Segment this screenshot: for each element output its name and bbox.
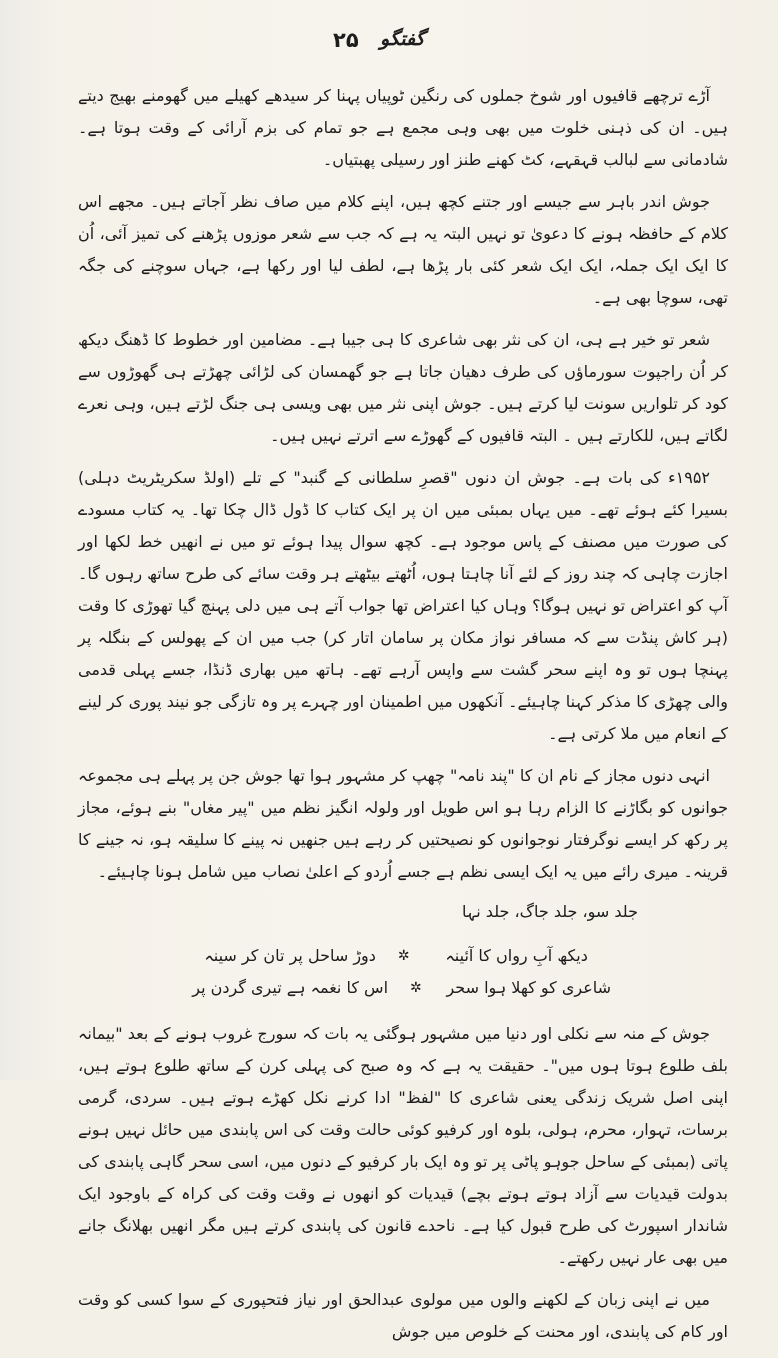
verse-block [78,940,728,1004]
star-separator-icon: ✲ [397,948,410,964]
verse-hemistich-left: اس کا نغمہ ہے تیری گردن پر [192,978,389,997]
verse-hemistich-left: دوڑ ساحل پر تان کر سینہ [204,946,376,965]
verse-line [78,940,728,972]
poem-opening-line: جلد سو، جلد جاگ، جلد نہا [462,902,638,921]
page-header [0,20,778,60]
paragraph: انہی دنوں مجاز کے نام ان کا "پند نامہ" چھپ کر مشہور ہوا تھا جوش جن پر پہلے ہی مجموعہ جوانوں کو بگاڑنے کا الزام رہا ہو اس طویل اور ولولہ انگیز نظم میں "پیر مغاں" بنے ہوئے، مجاز پر رکھ کر ایسے نوگرفتار نوجوانوں کو نصیحتیں کر رہے ہیں جنھیں نہ پینے کا سلیقہ ہو، نہ جینے کا قرینہ۔ میری رائے میں یہ ایک ایسی نظم ہے جسے اُردو کے اعلیٰ نصاب میں شامل ہونا چاہیئے۔ [78,766,728,881]
running-title: گفتگو [380,28,425,50]
verse-hemistich-right: شاعری کو کھلا ہوا سحر [446,978,612,997]
paragraph: شعر تو خیر ہے ہی، ان کی نثر بھی شاعری کا ہی جیبا ہے۔ مضامین اور خطوط کا ڈھنگ دیکھ کر اُن راجپوت سورماؤں کی طرف دھیان جاتا ہے جو گھمسان کی لڑائی چھڑتے ہی گھوڑوں سے کود کر تلواریں سونت لیا کرتے ہیں۔ جوش اپنی نثر میں بھی ویسی ہی جنگ لڑتے ہیں، وہی نعرے لگاتے ہیں، للکارتے ہیں ۔ البتہ قافیوں کے گھوڑے سے اترتے نہیں ہیں۔ [78,330,728,445]
paragraph: آڑے ترچھے قافیوں اور شوخ جملوں کی رنگین ٹوپیاں پہنا کر سیدھے کھیلے میں گھومنے بھیج دیتے ہیں۔ ان کی ذہنی خلوت میں بھی وہی مجمع ہے جو تمام کی بزم آرائی کے وقت ہوتا ہے۔ شادمانی سے لبالب قہقہے، کٹ کھنے طنز اور رسیلی پھبتیاں۔ [78,86,728,169]
page-body [78,80,728,1358]
paragraph: ۱۹۵۲ء کی بات ہے۔ جوش ان دنوں "قصرِ سلطانی کے گنبد" کے تلے (اولڈ سکریٹریٹ دہلی) بسیرا کئے ہوئے تھے۔ میں یہاں بمبئی میں ان پر ایک کتاب کا ڈول ڈال چکا تھا۔ یہ کتاب مسودے کی صورت میں مصنف کے پاس موجود ہے۔ کچھ سوال پیدا ہوئے تو میں نے انھیں خط لکھا اور اجازت چاہی کہ چند روز کے لئے آنا چاہتا ہوں، اُٹھتے بیٹھتے ہر وقت سائے کی طرح ساتھ رہوں گا۔ آپ کو اعتراض تو نہیں ہوگا؟ وہاں کیا اعتراض تھا جواب آتے ہی میں دلی پہنچ گیا تھوڑی کا وقت (ہر کاش پنڈت سے کہ مسافر نواز مکان پر سامان اتار کر) جب میں ان کے پھولس کے بنگلہ پر پہنچا ہوں تو وہ اپنے سحر گشت سے واپس آرہے تھے۔ ہاتھ میں بھاری ڈنڈا، جسے پہلی قدمی والی چھڑی کا مذکر کہنا چاہیئے۔ آنکھوں میں اطمینان اور چہرے پر وہ تازگی جو نیند پوری کر لینے کے انعام میں ملا کرتی ہے۔ [78,468,728,743]
paragraph: میں نے اپنی زبان کے لکھنے والوں میں مولوی عبدالحق اور نیاز فتحپوری کے سوا کسی کو وقت اور کام کی پابندی، اور محنت کے خلوص میں جوش [78,1290,728,1341]
paragraph: جوش اندر باہر سے جیسے اور جتنے کچھ ہیں، اپنے کلام میں صاف نظر آجاتے ہیں۔ مجھے اس کلام کے حافظہ ہونے کا دعویٰ تو نہیں البتہ یہ ہے کہ جب سے شعر موزوں پڑھنے کی تمیز آئی، اُن کا ایک ایک جملہ، ایک ایک شعر کئی بار پڑھا ہے، لطف لیا اور رکھا ہے، جہاں سوچنے کی جگہ تھی، سوچا بھی ہے۔ [78,192,729,307]
star-separator-icon: ✲ [410,980,422,996]
paragraph: جوش کے منہ سے نکلی اور دنیا میں مشہور ہوگئی یہ بات کہ سورج غروب ہونے کے بعد "بیمانہ بلف طلوع ہوتا ہوں میں"۔ حقیقت یہ ہے کہ وہ صبح کی پہلی کرن کے ساتھ طلوع ہوتے ہیں، اپنی اصل شریک زندگی یعنی شاعری کا "لفظ" ادا کرنے نکل کھڑے ہوتے ہیں۔ سردی، گرمی برسات، تہوار، محرم، ہولی، بلوہ اور کرفیو کوئی حالت وقت کی اس پابندی میں حائل نہیں ہونے پاتی (بمبئی کے ساحل جوہو پاٹی پر تو وہ ایک بار کرفیو کے دنوں میں، اسی سحر گاہی پابندی کی بدولت قیدیات سے آزاد ہوتے ہوتے بچے) قیدیات کو انھوں نے وقت وقت کی کراہ کے باوجود ایک شاندار اسپورٹ کی طرح قبول کیا ہے۔ ناحدے قانون کی پابندی کرتے ہیں مگر انھیں بھلانگ جانے میں بھی عار نہیں رکھتے۔ [78,1024,728,1267]
verse-hemistich-right: دیکھ آبِ رواں کا آئینہ [445,946,588,965]
page-number: ۲۵ [333,28,359,52]
verse-line [78,972,728,1004]
